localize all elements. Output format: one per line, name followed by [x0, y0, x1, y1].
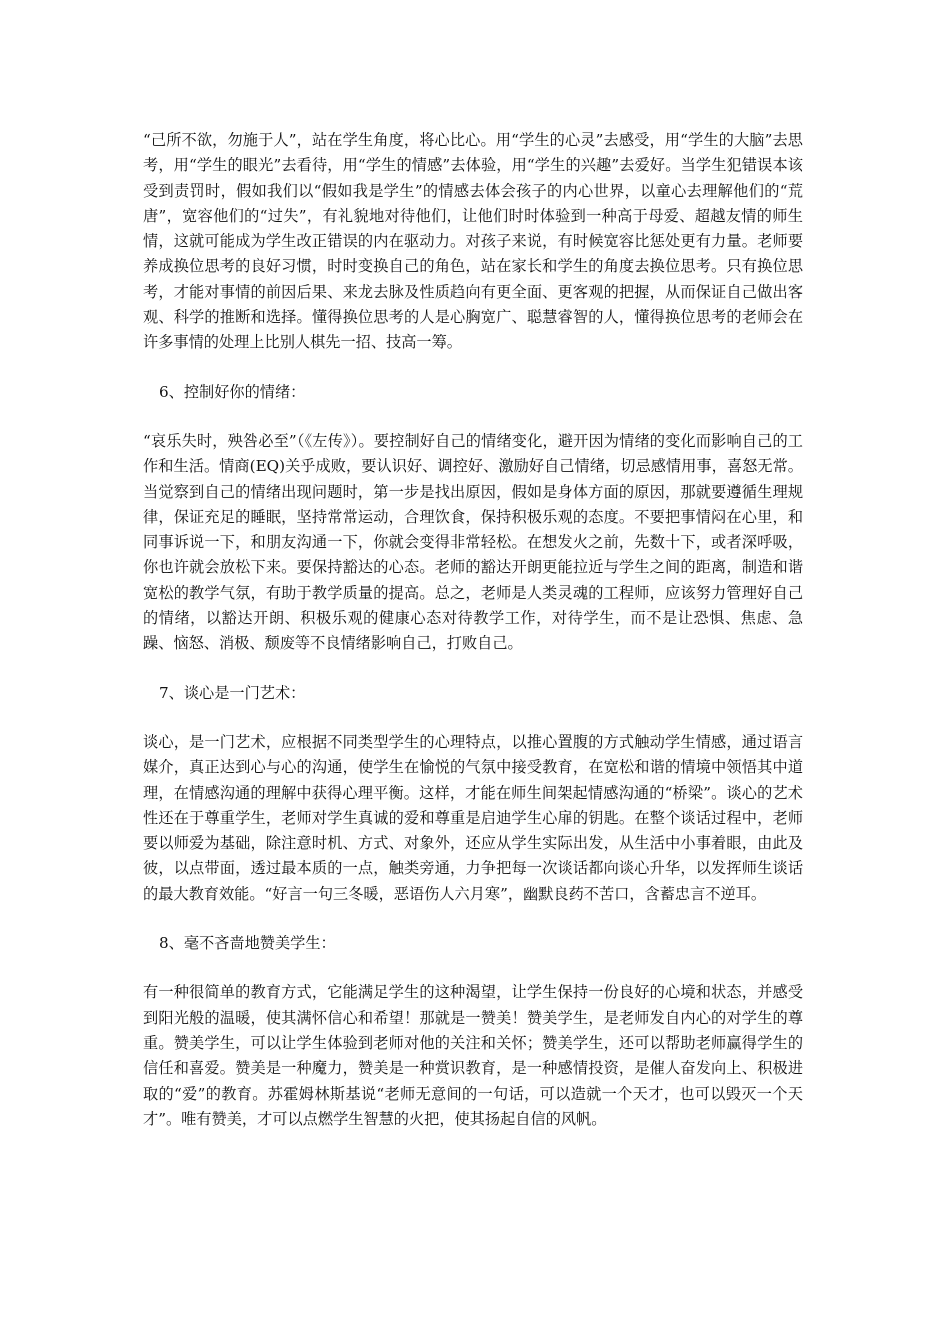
- paragraph-empathy: “己所不欲，勿施于人”，站在学生角度，将心比心。用“学生的心灵”去感受，用“学生的大脑”去思考，用“学生的眼光”去看待，用“学生的情感”去体验，用“学生的兴趣”去爱好。当学生犯错误本该受到责罚时，假如我们以“假如我是学生”的情感去体会孩子的内心世界，以童心去理解他们的“荒唐”，宽容他们的“过失”，有礼貌地对待他们，让他们时时体验到一种高于母爱、超越友情的师生情，这就可能成为学生改正错误的内在驱动力。对孩子来说，有时候宽容比惩处更有力量。老师要养成换位思考的良好习惯，时时变换自己的角色，站在家长和学生的角度去换位思考。只有换位思考，才能对事情的前因后果、来龙去脉及性质趋向有更全面、更客观的把握，从而保证自己做出客观、科学的推断和选择。懂得换位思考的人是心胸宽广、聪慧睿智的人，懂得换位思考的老师会在许多事情的处理上比别人棋先一招、技高一筹。: [143, 131, 803, 352]
- paragraph-praise-students: 有一种很简单的教育方式，它能满足学生的这种渴望，让学生保持一份良好的心境和状态，并感受到阳光般的温暖，使其满怀信心和希望！那就是一赞美！赞美学生，是老师发自内心的对学生的尊重。赞美学生，可以让学生体验到老师对他的关注和关怀；赞美学生，还可以帮助老师赢得学生的信任和喜爱。赞美是一种魔力，赞美是一种赏识教育，是一种感情投资，是催人奋发向上、积极进取的“爱”的教育。苏霍姆林斯基说“老师无意间的一句话，可以造就一个天才，也可以毁灭一个天才”。唯有赞美，才可以点燃学生智慧的火把，使其扬起自信的风帆。: [143, 983, 803, 1128]
- heading-control-emotions: 6、控制好你的情绪：: [159, 382, 306, 401]
- heading-praise-students: 8、毫不吝啬地赞美学生：: [159, 934, 336, 953]
- paragraph-heart-to-heart: 谈心，是一门艺术，应根据不同类型学生的心理特点，以推心置腹的方式触动学生情感，通过语言媒介，真正达到心与心的沟通，使学生在愉悦的气氛中接受教育，在宽松和谐的情境中领悟其中道理，在情感沟通的理解中获得心理平衡。这样，才能在师生间架起情感沟通的“桥梁”。谈心的艺术性还在于尊重学生，老师对学生真诚的爱和尊重是启迪学生心扉的钥匙。在整个谈话过程中，老师要以师爱为基础，除注意时机、方式、对象外，还应从学生实际出发，从生活中小事着眼，由此及彼，以点带面，透过最本质的一点，触类旁通，力争把每一次谈话都向谈心升华，以发挥师生谈话的最大教育效能。“好言一句三冬暖，恶语伤人六月寒”，幽默良药不苦口，含蓄忠言不逆耳。: [143, 732, 803, 903]
- paragraph-control-emotions: “哀乐失时，殃咎必至”（《左传》）。要控制好自己的情绪变化，避开因为情绪的变化而影响自己的工作和生活。情商(EQ)关乎成败，要认识好、调控好、激励好自己情绪，切忌感情用事，喜怒无常。当觉察到自己的情绪出现问题时，第一步是找出原因，假如是身体方面的原因，那就要遵循生理规律，保证充足的睡眠，坚持常常运动，合理饮食，保持积极乐观的态度。不要把事情闷在心里，和同事诉说一下，和朋友沟通一下，你就会变得非常轻松。在想发火之前，先数十下，或者深呼吸，你也许就会放松下来。要保持豁达的心态。老师的豁达开朗更能拉近与学生之间的距离，制造和谐宽松的教学气氛，有助于教学质量的提高。总之，老师是人类灵魂的工程师，应该努力管理好自己的情绪，以豁达开朗、积极乐观的健康心态对待教学工作，对待学生，而不是让恐惧、焦虑、急躁、恼怒、消极、颓废等不良情绪影响自己，打败自己。: [143, 431, 803, 653]
- heading-heart-to-heart: 7、谈心是一门艺术：: [159, 683, 306, 702]
- document-page: [143, 128, 803, 1132]
